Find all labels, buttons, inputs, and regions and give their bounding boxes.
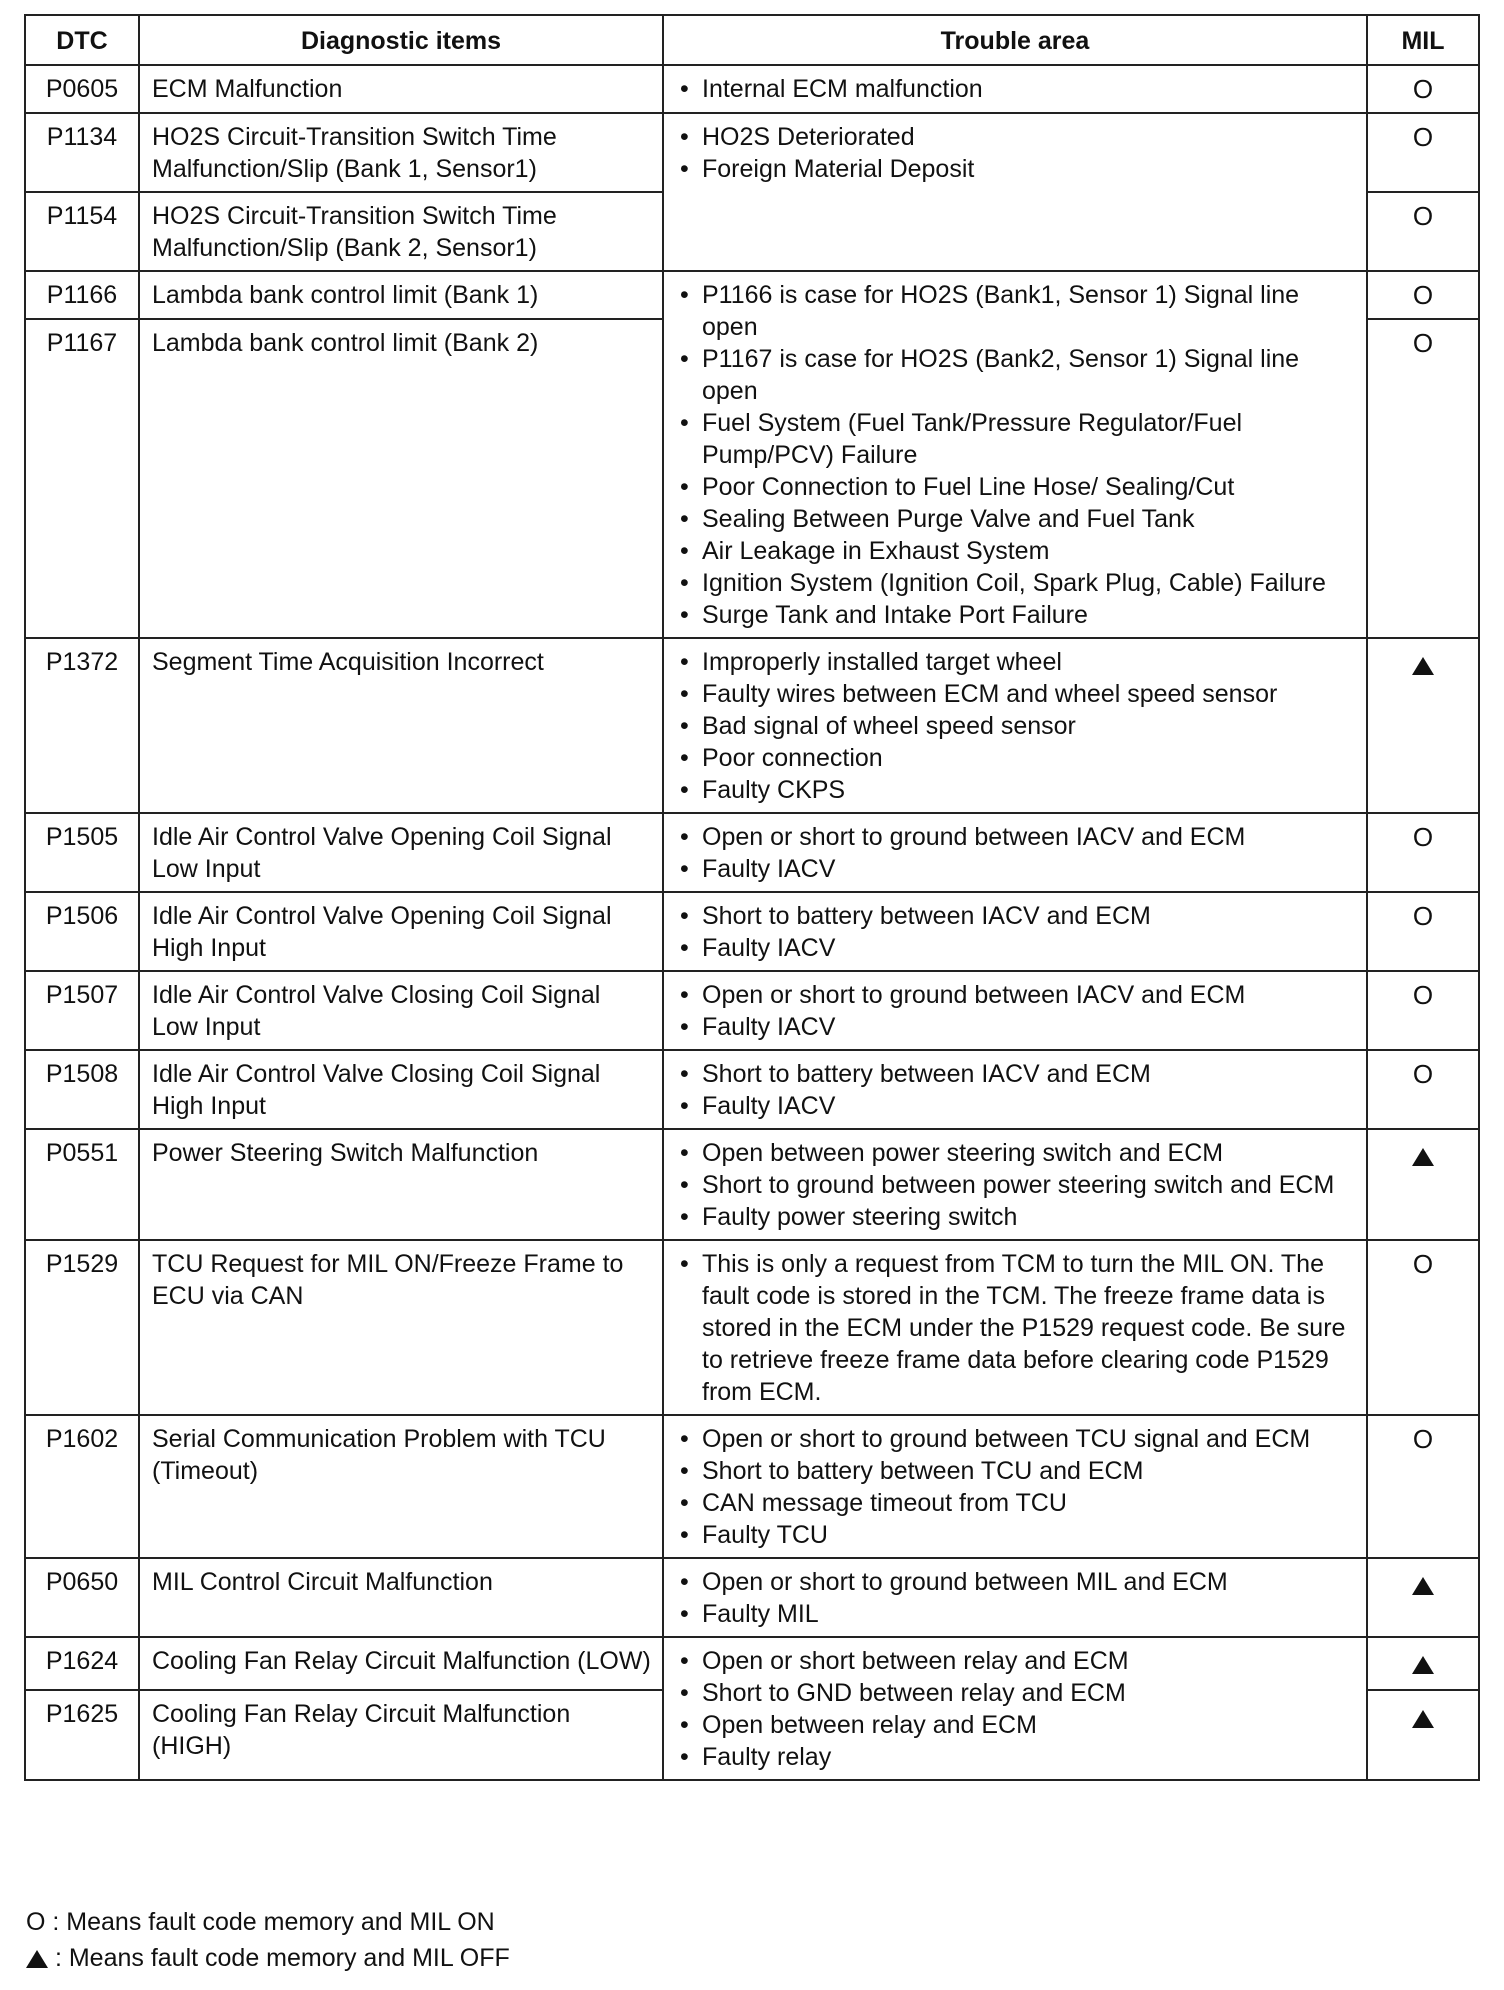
trouble-area xyxy=(663,1050,1367,1129)
diagnostic-item: Cooling Fan Relay Circuit Malfunction (HIGH) xyxy=(139,1690,663,1780)
trouble-area-item: • Fuel System (Fuel Tank/Pressure Regulator/Fuel Pump/PCV) Failure xyxy=(676,407,1356,471)
circle-icon: O xyxy=(1412,1424,1434,1454)
trouble-area-list xyxy=(676,1058,1356,1122)
circle-icon: O xyxy=(1412,122,1434,152)
mil-off-triangle-icon xyxy=(1367,1637,1479,1690)
mil-on-circle-icon xyxy=(1367,192,1479,271)
mil-on-circle-icon xyxy=(1367,65,1479,113)
trouble-area-item: • Surge Tank and Intake Port Failure xyxy=(676,599,1356,631)
table-row xyxy=(25,65,1479,113)
diagnostic-item: Idle Air Control Valve Opening Coil Signal High Input xyxy=(139,892,663,971)
trouble-area xyxy=(663,1240,1367,1415)
trouble-area-item: • Ignition System (Ignition Coil, Spark Plug, Cable) Failure xyxy=(676,567,1356,599)
trouble-area-list xyxy=(676,900,1356,964)
trouble-area-item: • P1167 is case for HO2S (Bank2, Sensor 1) Signal line open xyxy=(676,343,1356,407)
dtc-code: P1506 xyxy=(25,892,139,971)
trouble-area-list xyxy=(676,279,1356,631)
trouble-area-item: • Internal ECM malfunction xyxy=(676,73,1356,105)
trouble-area-item: • Faulty power steering switch xyxy=(676,1201,1356,1233)
trouble-area xyxy=(663,971,1367,1050)
table-row xyxy=(25,1129,1479,1240)
trouble-area-item: • Improperly installed target wheel xyxy=(676,646,1356,678)
table-row xyxy=(25,1050,1479,1129)
dtc-code: P0551 xyxy=(25,1129,139,1240)
diagnostic-item: Idle Air Control Valve Closing Coil Signal High Input xyxy=(139,1050,663,1129)
diagnostic-item: HO2S Circuit-Transition Switch Time Malfunction/Slip (Bank 2, Sensor1) xyxy=(139,192,663,271)
diagnostic-item: Idle Air Control Valve Closing Coil Signal Low Input xyxy=(139,971,663,1050)
trouble-area-list xyxy=(676,1645,1356,1773)
trouble-area-item: • Short to battery between IACV and ECM xyxy=(676,900,1356,932)
triangle-icon xyxy=(1412,1710,1434,1728)
trouble-area-list xyxy=(676,73,1356,105)
trouble-area xyxy=(663,1415,1367,1558)
trouble-area xyxy=(663,65,1367,113)
triangle-icon xyxy=(1412,1577,1434,1595)
dtc-code: P1372 xyxy=(25,638,139,813)
trouble-area xyxy=(663,1637,1367,1780)
header-trouble-area: Trouble area xyxy=(663,15,1367,65)
dtc-code: P1508 xyxy=(25,1050,139,1129)
dtc-table xyxy=(24,14,1480,1781)
trouble-area-list xyxy=(676,121,1356,185)
trouble-area xyxy=(663,892,1367,971)
mil-on-circle-icon xyxy=(1367,1240,1479,1415)
triangle-icon xyxy=(1412,1656,1434,1674)
circle-icon: O xyxy=(1412,822,1434,852)
circle-icon: O xyxy=(1412,201,1434,231)
trouble-area-item: • Faulty IACV xyxy=(676,1011,1356,1043)
trouble-area-item: • P1166 is case for HO2S (Bank1, Sensor 1) Signal line open xyxy=(676,279,1356,343)
dtc-code: P1134 xyxy=(25,113,139,192)
diagnostic-item: Cooling Fan Relay Circuit Malfunction (LOW) xyxy=(139,1637,663,1690)
trouble-area-item: • Air Leakage in Exhaust System xyxy=(676,535,1356,567)
table-row xyxy=(25,1558,1479,1637)
diagnostic-item: TCU Request for MIL ON/Freeze Frame to ECU via CAN xyxy=(139,1240,663,1415)
diagnostic-item: HO2S Circuit-Transition Switch Time Malfunction/Slip (Bank 1, Sensor1) xyxy=(139,113,663,192)
trouble-area-item: • Open or short between relay and ECM xyxy=(676,1645,1356,1677)
trouble-area-item: • Sealing Between Purge Valve and Fuel Tank xyxy=(676,503,1356,535)
dtc-code: P1166 xyxy=(25,271,139,319)
circle-icon: O xyxy=(1412,1059,1434,1089)
table-row xyxy=(25,1415,1479,1558)
diagnostic-item: Lambda bank control limit (Bank 2) xyxy=(139,319,663,638)
table-body xyxy=(25,65,1479,1780)
circle-icon: O xyxy=(1412,980,1434,1010)
trouble-area-item: • Open between relay and ECM xyxy=(676,1709,1356,1741)
trouble-area xyxy=(663,1558,1367,1637)
mil-on-circle-icon xyxy=(1367,971,1479,1050)
table-row xyxy=(25,892,1479,971)
trouble-area-list xyxy=(676,1566,1356,1630)
trouble-area-item: • Open or short to ground between IACV and ECM xyxy=(676,979,1356,1011)
dtc-code: P1505 xyxy=(25,813,139,892)
mil-off-triangle-icon xyxy=(1367,638,1479,813)
header-dtc: DTC xyxy=(25,15,139,65)
triangle-icon xyxy=(1412,1148,1434,1166)
dtc-code: P1167 xyxy=(25,319,139,638)
circle-icon: O xyxy=(1412,328,1434,358)
diagnostic-item: Segment Time Acquisition Incorrect xyxy=(139,638,663,813)
trouble-area-item: • CAN message timeout from TCU xyxy=(676,1487,1356,1519)
mil-on-circle-icon xyxy=(1367,892,1479,971)
trouble-area-list xyxy=(676,979,1356,1043)
dtc-code: P1154 xyxy=(25,192,139,271)
dtc-code: P1529 xyxy=(25,1240,139,1415)
mil-on-circle-icon xyxy=(1367,113,1479,192)
trouble-area-list xyxy=(676,646,1356,806)
legend-circle-text: O : Means fault code memory and MIL ON xyxy=(26,1908,495,1936)
trouble-area xyxy=(663,113,1367,271)
mil-on-circle-icon xyxy=(1367,813,1479,892)
legend-triangle-text: : Means fault code memory and MIL OFF xyxy=(54,1944,510,1972)
trouble-area-item: • Faulty TCU xyxy=(676,1519,1356,1551)
trouble-area-item: • Foreign Material Deposit xyxy=(676,153,1356,185)
dtc-code: P1625 xyxy=(25,1690,139,1780)
triangle-icon xyxy=(1412,657,1434,675)
trouble-area-item: • Faulty wires between ECM and wheel speed sensor xyxy=(676,678,1356,710)
header-mil: MIL xyxy=(1367,15,1479,65)
dtc-code: P1624 xyxy=(25,1637,139,1690)
table-row xyxy=(25,971,1479,1050)
diagnostic-item: MIL Control Circuit Malfunction xyxy=(139,1558,663,1637)
dtc-code: P1507 xyxy=(25,971,139,1050)
trouble-area xyxy=(663,271,1367,638)
trouble-area xyxy=(663,638,1367,813)
trouble-area-item: • Open or short to ground between IACV and ECM xyxy=(676,821,1356,853)
legend-circle xyxy=(26,1908,495,1937)
table-row xyxy=(25,638,1479,813)
diagnostic-item: Lambda bank control limit (Bank 1) xyxy=(139,271,663,319)
mil-on-circle-icon xyxy=(1367,271,1479,319)
trouble-area-item: • Open or short to ground between TCU signal and ECM xyxy=(676,1423,1356,1455)
trouble-area-item: • Poor connection xyxy=(676,742,1356,774)
trouble-area xyxy=(663,1129,1367,1240)
trouble-area-item: • Faulty MIL xyxy=(676,1598,1356,1630)
trouble-area-list xyxy=(676,1423,1356,1551)
table-row xyxy=(25,1637,1479,1690)
trouble-area-item: • Short to ground between power steering switch and ECM xyxy=(676,1169,1356,1201)
diagnostic-item: Idle Air Control Valve Opening Coil Signal Low Input xyxy=(139,813,663,892)
diagnostic-item: Power Steering Switch Malfunction xyxy=(139,1129,663,1240)
circle-icon: O xyxy=(1412,1249,1434,1279)
trouble-area-list xyxy=(676,1248,1356,1408)
legend-triangle xyxy=(26,1944,510,1973)
table-header-row xyxy=(25,15,1479,65)
trouble-area-list xyxy=(676,821,1356,885)
mil-on-circle-icon xyxy=(1367,319,1479,638)
trouble-area xyxy=(663,813,1367,892)
triangle-icon xyxy=(26,1950,48,1968)
trouble-area-item: • Open or short to ground between MIL and ECM xyxy=(676,1566,1356,1598)
mil-off-triangle-icon xyxy=(1367,1129,1479,1240)
table-row xyxy=(25,271,1479,319)
table-row xyxy=(25,113,1479,192)
mil-on-circle-icon xyxy=(1367,1415,1479,1558)
dtc-code: P0650 xyxy=(25,1558,139,1637)
dtc-code: P0605 xyxy=(25,65,139,113)
mil-off-triangle-icon xyxy=(1367,1558,1479,1637)
trouble-area-item: • Short to battery between TCU and ECM xyxy=(676,1455,1356,1487)
table-row xyxy=(25,1240,1479,1415)
circle-icon: O xyxy=(1412,280,1434,310)
circle-icon: O xyxy=(1412,74,1434,104)
trouble-area-item: • Open between power steering switch and ECM xyxy=(676,1137,1356,1169)
trouble-area-item: • This is only a request from TCM to turn the MIL ON. The fault code is stored in the TCM. The freeze frame data is stored in the ECM under the P1529 request code. Be sure to retrieve freeze frame data before clearing code P1529 from ECM. xyxy=(676,1248,1356,1408)
trouble-area-item: • Poor Connection to Fuel Line Hose/ Sealing/Cut xyxy=(676,471,1356,503)
trouble-area-list xyxy=(676,1137,1356,1233)
trouble-area-item: • Short to battery between IACV and ECM xyxy=(676,1058,1356,1090)
trouble-area-item: • Faulty IACV xyxy=(676,853,1356,885)
trouble-area-item: • Bad signal of wheel speed sensor xyxy=(676,710,1356,742)
diagnostic-item: Serial Communication Problem with TCU (Timeout) xyxy=(139,1415,663,1558)
trouble-area-item: • Faulty CKPS xyxy=(676,774,1356,806)
trouble-area-item: • HO2S Deteriorated xyxy=(676,121,1356,153)
mil-on-circle-icon xyxy=(1367,1050,1479,1129)
table-row xyxy=(25,813,1479,892)
trouble-area-item: • Faulty relay xyxy=(676,1741,1356,1773)
mil-off-triangle-icon xyxy=(1367,1690,1479,1780)
trouble-area-item: • Faulty IACV xyxy=(676,1090,1356,1122)
diagnostic-item: ECM Malfunction xyxy=(139,65,663,113)
trouble-area-item: • Short to GND between relay and ECM xyxy=(676,1677,1356,1709)
dtc-code: P1602 xyxy=(25,1415,139,1558)
header-diagnostic-items: Diagnostic items xyxy=(139,15,663,65)
circle-icon: O xyxy=(1412,901,1434,931)
trouble-area-item: • Faulty IACV xyxy=(676,932,1356,964)
